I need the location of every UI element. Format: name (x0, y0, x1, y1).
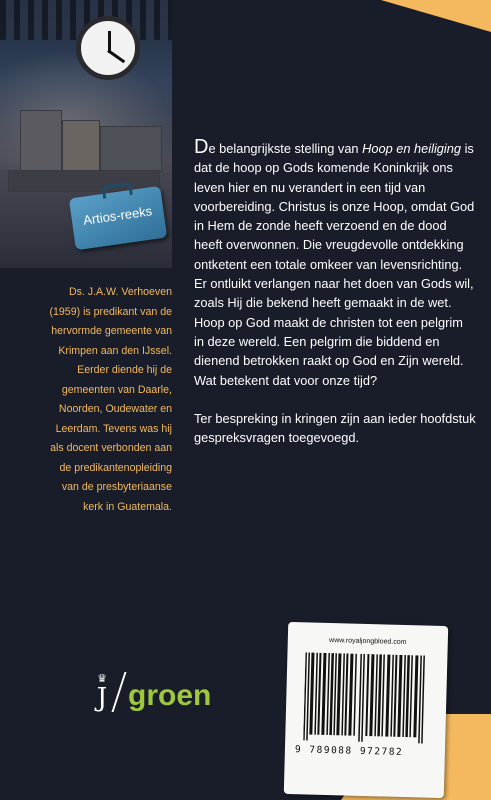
publisher-name: groen (128, 679, 212, 712)
blurb-paragraph: Ter bespreking in kringen zijn aan ieder hoofdstuk gespreksvragen toegevoegd. (194, 411, 476, 446)
crown-j-icon: ♛ J (96, 672, 108, 713)
book-title: Hoop en heiliging (362, 141, 462, 156)
bio-line: als docent verbonden aan (50, 442, 172, 454)
bio-line: kerk in Guatemala. (83, 500, 172, 513)
luggage-stack (20, 110, 62, 172)
bio-line: gemeenten van Daarle, (61, 383, 172, 396)
back-cover-blurb (194, 136, 476, 448)
barcode-bars (303, 652, 429, 743)
blurb-paragraph: De belangrijkste stelling van Hoop en heiliging is dat de hoop op Gods komende Koninkrijk ons leven hier en nu verandert in een tijd van voorbereiding. Christus is onze Hoop, omdat God in Hem de zonde heeft verzoend en de dood heeft overwonnen. Die vreugdevolle ontdekking ontketent een totale omkeer van levensrichting. Er ontluikt verlangen naar het doen van Gods wil, zoals Hij die bekend heeft gemaakt in de wet. Hoop op God maakt de christen tot een pelgrim in deze wereld. Een pelgrim die biddend en dienend betrokken raakt op God en Zijn wereld. Wat betekent dat voor onze tijd? (194, 136, 475, 388)
series-label: Artios-reeks (82, 203, 154, 228)
suitcase-badge (69, 186, 167, 250)
publisher-logo (90, 672, 211, 712)
publisher-url: www.royaljongbloed.com (328, 637, 407, 647)
suitcase-handle-icon (101, 182, 133, 199)
barcode-label (284, 622, 448, 798)
cover-photo (0, 0, 172, 268)
station-clock-icon (76, 16, 140, 80)
bio-line: van de presbyteriaanse (61, 481, 172, 493)
accent-corner-top (381, 0, 491, 32)
bio-line: (1959) is predikant van de (49, 305, 172, 318)
bio-line: Noorden, Oudewater en (58, 403, 172, 415)
drop-cap: D (194, 136, 209, 158)
luggage-stack (100, 126, 162, 172)
bio-line: hervormde gemeente van (51, 325, 172, 337)
bio-line: Ds. J.A.W. Verhoeven (68, 286, 172, 298)
bio-line: Eerder diende hij de (77, 364, 172, 376)
isbn-number: 9 789088 972782 (294, 744, 404, 758)
bio-line: Leerdam. Tevens was hij (55, 422, 172, 435)
bio-line: Krimpen aan den IJssel. (58, 344, 172, 357)
author-bio (12, 283, 172, 517)
bio-line: de predikantenopleiding (59, 461, 172, 474)
luggage-stack (62, 120, 100, 172)
